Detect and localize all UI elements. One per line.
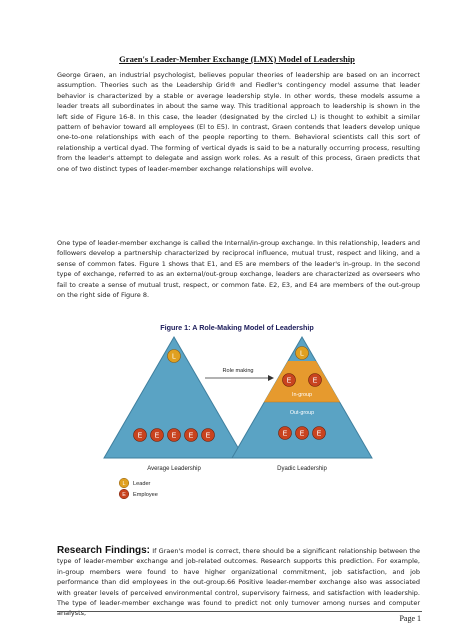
figure-legend	[119, 478, 158, 499]
legend-item-leader	[119, 478, 150, 488]
average-leadership-caption: Average Leadership	[147, 466, 201, 472]
role-making-label: Role making	[222, 368, 254, 374]
legend-item-employee	[119, 489, 158, 499]
footer-rule	[57, 611, 422, 612]
figure-title: Figure 1: A Role-Making Model of Leadership	[160, 323, 314, 332]
employee-symbol: E	[171, 432, 177, 440]
employee-symbol: E	[316, 430, 322, 438]
employee-symbol: E	[188, 432, 194, 440]
out-group-label: Out-group	[289, 410, 315, 416]
research-findings-heading: Research Findings:	[57, 545, 150, 556]
leader-symbol: L	[300, 350, 304, 358]
leader-symbol: L	[172, 353, 176, 361]
legend-symbol: E	[122, 492, 126, 498]
in-group-label: In-group	[291, 392, 313, 398]
page-number: Page 1	[399, 614, 421, 623]
legend-label: Leader	[133, 481, 151, 487]
legend-symbol: L	[122, 481, 126, 487]
research-findings-text: If Graen's model is correct, there should be a significant relationship between the type of leader-member exchange and job-related outcomes. Research supports this prediction. For example, in-group members were found to have higher organizational commitment, job satisfaction, and job performance than did employees in the out-group.66 Positive leader-member exchange also was associated with greater levels of perceived environmental control, supervisory fairness, and satisfaction with leadership. The type of leader-member exchange was found to predict not only turnover among nurses and computer analysts,	[57, 547, 420, 618]
dyadic-leadership-diagram	[232, 337, 372, 472]
employee-symbol: E	[137, 432, 143, 440]
role-making-arrow	[205, 368, 274, 381]
legend-label: Employee	[133, 492, 158, 498]
employee-symbol: E	[154, 432, 160, 440]
employee-symbol: E	[205, 432, 211, 440]
paragraph-intro: George Graen, an industrial psychologist, believes popular theories of leadership are based on an incorrect assumption. Theories such as the Leadership Grid® and Fiedler's contingency model assume that leader behavior is characterized by a stable or average leadership style. In other words, these models assume a leader treats all subordinates in about the same way. This traditional approach to leadership is shown in the left side of Figure 16-8. In this case, the leader (designated by the circled L) is thought to exhibit a similar pattern of behavior toward all employees (El to E5). In contrast, Graen contends that leaders develop unique one-to-one relationships with each of the people reporting to them. Behavioral scientists call this sort of relationship a vertical dyad. The forming of vertical dyads is said to be a naturally occurring process, resulting from the leader's attempt to delegate and assign work roles. As a result of this process, Graen predicts that one of two distinct types of leader-member exchange relationships will evolve.	[57, 71, 420, 173]
paragraph-exchange-types: One type of leader-member exchange is called the Internal/in-group exchange. In this relationship, leaders and followers develop a partnership characterized by reciprocal influence, mutual trust, respect and liking, and a sense of common fates. Figure 1 shows that E1, and E5 are members of the leader's in-group. In the second type of exchange, referred to as an external/out-group exchange, leaders are characterized as overseers who fail to create a sense of mutual trust, respect, or common fate. E2, E3, and E4 are members of the out-group on the right side of Figure 8.	[57, 239, 420, 300]
dyadic-leadership-caption: Dyadic Leadership	[277, 466, 327, 472]
document-title: Graen's Leader-Member Exchange (LMX) Model of Leadership	[119, 54, 355, 64]
employee-symbol: E	[282, 430, 288, 438]
average-leadership-diagram	[104, 337, 244, 472]
leader-node-right	[296, 347, 309, 360]
employee-symbol: E	[299, 430, 305, 438]
paragraph-research-findings	[57, 546, 420, 619]
employee-symbol: E	[286, 377, 292, 385]
leader-node-left	[168, 350, 181, 363]
employee-symbol: E	[312, 377, 318, 385]
